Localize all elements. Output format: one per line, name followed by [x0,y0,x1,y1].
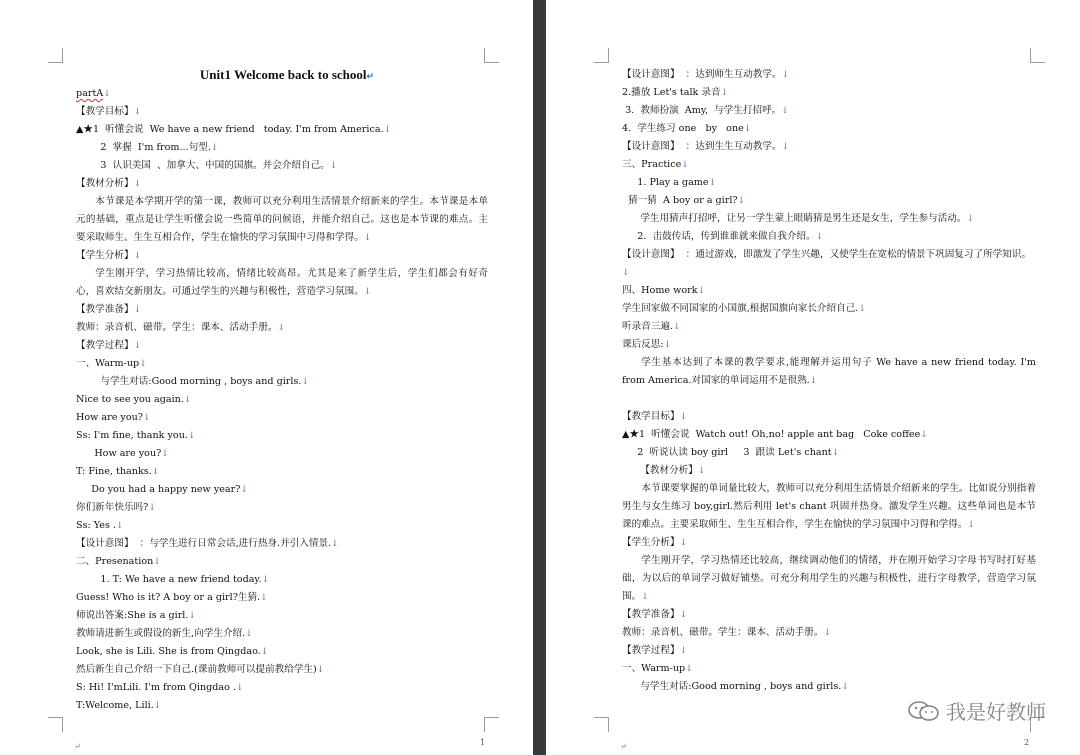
line-text: 四、Home work [622,285,698,296]
paragraph-mark: ↓ [260,647,269,657]
line-text: 教师：录音机、磁带。学生：课本、活动手册。 [622,627,824,638]
paragraph-mark: ↓ [153,701,162,711]
text-line [76,535,488,553]
text-line [622,462,1036,480]
document-page-1 [0,0,533,755]
text-line [76,517,488,535]
line-text: 2. 击鼓传话，传到谁谁就来做自我介绍。 [622,231,816,242]
text-line [622,444,1036,462]
line-text: 【教材分析】 [76,178,134,189]
line-text: T:Welcome, Lili. [76,700,154,711]
paragraph-mark: ↓ [260,593,268,603]
line-text: 教师：录音机、磁带。学生：课本、活动手册。 [76,322,278,333]
line-text: 三、Practice [622,159,682,170]
text-line [76,85,488,103]
document-title: Unit1 Welcome back to school↵ [199,67,375,82]
line-text: Do you had a happy new year? [76,484,241,495]
text-line [76,481,488,499]
paragraph-mark: ↓ [920,430,928,440]
text-line [622,624,1036,642]
line-text: Ss: I'm fine, thank you. [76,430,188,441]
paragraph-mark: ↓ [236,683,244,693]
paragraph-mark: ↓ [720,88,729,98]
paragraph-mark: ↓ [685,664,693,674]
crop-mark-bottom-right [484,717,499,732]
line-text: 学生用猜声打招呼，让另一学生蒙上眼睛猜是男生还是女生，学生参与活动。 [622,213,967,224]
line-text: Guess! Who is it? A boy or a girl?生猜. [76,592,261,603]
paragraph-mark: ↓ [139,359,147,369]
text-line [76,661,488,679]
line-text: 3 认识美国 、加拿大、中国的国旗。并会介绍自己。 [76,160,330,171]
paragraph [622,354,1036,390]
paragraph-mark: ↵ [620,742,627,751]
text-line [622,246,1036,282]
paragraph-mark: ↓ [133,341,142,351]
text-line [76,625,488,643]
paragraph-mark: ↓ [331,539,339,549]
paragraph-mark: ↓ [161,449,169,459]
page-number: 1 [480,738,486,747]
paragraph [622,552,1036,606]
line-text: 【设计意图】 ：与学生进行日常会话,进行热身.并引入情景. [76,538,332,549]
text-line [622,102,1036,120]
text-line [76,463,488,481]
line-text: 2 掌握 I'm from...句型. [76,142,211,153]
paragraph-mark: ↓ [781,70,790,80]
crop-mark-top-right [1030,48,1045,63]
text-line [76,301,488,319]
text-line [622,84,1036,102]
paragraph-mark: ↓ [809,376,818,386]
paragraph-mark: ↓ [210,143,219,153]
text-line [76,409,488,427]
paragraph-mark: ↓ [663,340,672,350]
paragraph-mark: ↓ [697,286,706,296]
line-text: 学生回家做不同国家的小国旗,根据国旗向家长介绍自己. [622,303,859,314]
paragraph-mark: ↓ [858,304,866,314]
line-text: 你们新年快乐吗? [76,502,149,513]
paragraph-mark: ↓ [103,89,111,99]
text-line [622,660,1036,678]
text-line [76,121,488,139]
text-line [622,66,1036,84]
line-text: 教师请进新生或假设的新生,向学生介绍. [76,628,246,639]
text-line [76,175,488,193]
text-line [622,300,1036,318]
paragraph-mark: ↓ [133,251,142,261]
crop-mark-top-right [484,48,499,63]
paragraph-mark: ↓ [148,503,156,513]
line-text: 【教学目标】 [76,106,134,117]
text-line [76,373,488,391]
text-line [76,571,488,589]
page-2-body[interactable] [622,66,1036,696]
text-line [622,606,1036,624]
text-line [76,391,488,409]
text-line [76,139,488,157]
line-text: S: Hi! I'mLili. I'm from Qingdao . [76,682,237,693]
text-line [622,426,1036,444]
paragraph-mark: ↓ [697,466,706,476]
paragraph-mark: ↓ [679,610,688,620]
text-line [622,642,1036,660]
paragraph-mark: ↓ [142,413,151,423]
paragraph-mark: ↓ [831,448,840,458]
paragraph-mark: ↓ [679,412,688,422]
document-page-2 [546,0,1080,755]
line-text: 【设计意图】 ：达到生生互动教学。 [622,141,782,152]
line-text: Look, she is Lili. She is from Qingdao. [76,646,261,657]
paragraph-mark: ↓ [679,646,688,656]
line-text: partA [76,88,104,99]
line-text: 4. 学生练习 one by one [622,123,744,134]
line-text: 【教学目标】 [622,411,680,422]
paragraph-mark: ↓ [245,629,253,639]
text-line [622,192,1036,210]
text-line [76,499,488,517]
line-text: How are you? [76,448,162,459]
paragraph-mark: ↓ [363,233,372,243]
paragraph-mark: ↓ [188,611,196,621]
line-text: How are you? [76,412,143,423]
page-1-lines [76,85,488,715]
text-line [622,678,1036,696]
line-text: 一、Warm-up [622,663,686,674]
paragraph-mark: ↵ [74,742,81,751]
text-line [622,228,1036,246]
paragraph-mark: ↓ [823,628,832,638]
paragraph-mark: ↓ [383,125,392,135]
line-text: 【设计意图】 ：通过游戏，即激发了学生兴趣，又使学生在宽松的情景下巩固复习了所学知识。 [622,249,1032,260]
text-line [76,643,488,661]
text-line [622,174,1036,192]
crop-mark-bottom-left [594,717,609,732]
line-text: 2.播放 Let's talk 录音 [622,87,721,98]
paragraph-mark: ↓ [967,520,975,530]
line-text: ▲★1 听懂会说 Watch out! Oh,no! apple ant bag Coke coffee [622,429,921,440]
text-line [622,282,1036,300]
text-line [76,337,488,355]
paragraph-mark: ↓ [681,160,689,170]
paragraph-mark: ↓ [363,287,372,297]
text-line [76,157,488,175]
text-line [76,319,488,337]
paragraph [76,265,488,301]
line-text: 【教学准备】 [76,304,134,315]
paragraph-mark: ↓ [708,178,717,188]
text-line [622,390,1036,408]
text-line [76,607,488,625]
line-text: 本节课是本学期开学的第一课，教师可以充分利用生活情景介绍新来的学生。本节课是本单元的基础，重点是让学生听懂会说一些简单的问候语，并能介绍自己。这也是本节课的难点。主要采取师生、生生互相合作，学生在愉快的学习氛围中习得和学得。 [76,196,488,243]
line-text: 【教材分析】 [622,465,698,476]
paragraph-mark: ↓ [641,592,649,602]
page-number: 2 [1024,738,1030,747]
paragraph-mark: ↓ [151,467,160,477]
text-line [622,336,1036,354]
text-line [622,210,1036,228]
text-line [76,589,488,607]
line-text: 1. Play a game [622,177,709,188]
text-line [76,553,488,571]
line-text: 学生刚开学，学习热情还比较高，继续调动他们的情绪，并在刚开始学习字母书写时打好基础，为以后的单词学习做好铺垫。可充分利用学生的兴趣与积极性，进行字母教学，营造学习氛围。 [622,555,1036,602]
text-line [76,679,488,697]
text-line [76,445,488,463]
wechat-icon [906,700,940,722]
paragraph-mark: ↓ [133,179,142,189]
line-text: 二、Presenation [76,556,154,567]
line-text: 【教学准备】 [622,609,680,620]
paragraph-mark: ↓ [622,268,630,278]
paragraph-mark: ↓ [841,682,849,692]
line-text: 【教学过程】 [76,340,134,351]
line-text: 课后反思: [622,339,664,350]
page-2-lines [622,66,1036,696]
paragraph-mark: ↓ [815,232,824,242]
text-line [622,318,1036,336]
paragraph-mark: ↓ [133,305,142,315]
line-text: 猜一猜 A boy or a girl? [622,195,738,206]
line-text: 学生基本达到了本课的教学要求,能理解并运用句子 We have a new friend today. I'm from America.对国家的单词运用不是很熟. [622,357,1036,386]
line-text: 听录音三遍. [622,321,674,332]
paragraph-mark: ↓ [781,106,789,116]
paragraph-mark: ↓ [187,431,196,441]
line-text: 本节课要掌握的单词量比较大，教师可以充分利用生活情景介绍新来的学生。比如说分别指着男生与女生练习 boy,girl.然后利用 let's chant 巩固并热身。激发学生兴趣。这些单词也是本节课的难点。主要采取师生、生生互相合作，学生在愉快的学习氛围中习得和学得。 [622,483,1036,530]
line-text: 【学生分析】 [622,537,680,548]
paragraph-mark: ↓ [673,322,681,332]
paragraph-mark: ↓ [277,323,286,333]
text-line [622,120,1036,138]
text-line [76,247,488,265]
paragraph [76,193,488,247]
paragraph-mark: ↓ [743,124,752,134]
paragraph-mark: ↓ [240,485,248,495]
text-line [76,103,488,121]
text-line [76,355,488,373]
paragraph-mark: ↓ [737,196,746,206]
paragraph-mark: ↓ [316,665,325,675]
paragraph-mark: ↓ [133,107,142,117]
line-text: Nice to see you again. [76,394,184,405]
crop-mark-bottom-left [48,717,63,732]
paragraph-mark: ↓ [301,377,309,387]
paragraph-mark: ↓ [679,538,688,548]
paragraph-mark: ↓ [183,395,192,405]
line-text: 与学生对话:Good morning , boys and girls. [622,681,842,692]
crop-mark-top-left [594,48,609,63]
text-line [76,427,488,445]
text-line [622,138,1036,156]
crop-mark-top-left [48,48,63,63]
text-line [622,156,1036,174]
line-text: 【设计意图】 ：达到师生互动教学。 [622,69,782,80]
line-text: 然后新生自己介绍一下自己.(课前教师可以提前教给学生) [76,664,317,675]
paragraph [622,480,1036,534]
paragraph-mark: ↓ [115,521,124,531]
watermark-text: 我是好教师 [946,700,1046,724]
paragraph-mark: ↓ [966,214,975,224]
line-text: 1. T: We have a new friend today. [76,574,262,585]
line-text: 3. 教师扮演 Amy, 与学生打招呼。 [622,105,782,116]
line-text: Ss: Yes . [76,520,116,531]
line-text: 学生刚开学，学习热情比较高，情绪比较高昂。尤其是来了新学生后，学生们都会有好奇心，喜欢结交新朋友。可通过学生的兴趣与积极性，营造学习氛围。 [76,268,488,297]
paragraph-mark: ↓ [153,557,161,567]
page-1-body[interactable] [76,66,488,715]
line-text: 【教学过程】 [622,645,680,656]
paragraph-mark: ↓ [781,142,790,152]
line-text: ▲★1 听懂会说 We have a new friend today. I'm from America. [76,124,384,135]
line-text: T: Fine, thanks. [76,466,152,477]
line-text: 2 听说认读 boy girl 3 跟读 Let's chant [622,447,832,458]
watermark [906,696,1046,725]
line-text: 一、Warm-up [76,358,140,369]
text-line [622,408,1036,426]
text-line [622,534,1036,552]
paragraph-mark: ↓ [329,161,338,171]
line-text: 【学生分析】 [76,250,134,261]
text-line [76,697,488,715]
line-text: 与学生对话:Good morning , boys and girls. [76,376,302,387]
line-text: 师说出答案:She is a girl. [76,610,189,621]
paragraph-mark: ↓ [261,575,270,585]
